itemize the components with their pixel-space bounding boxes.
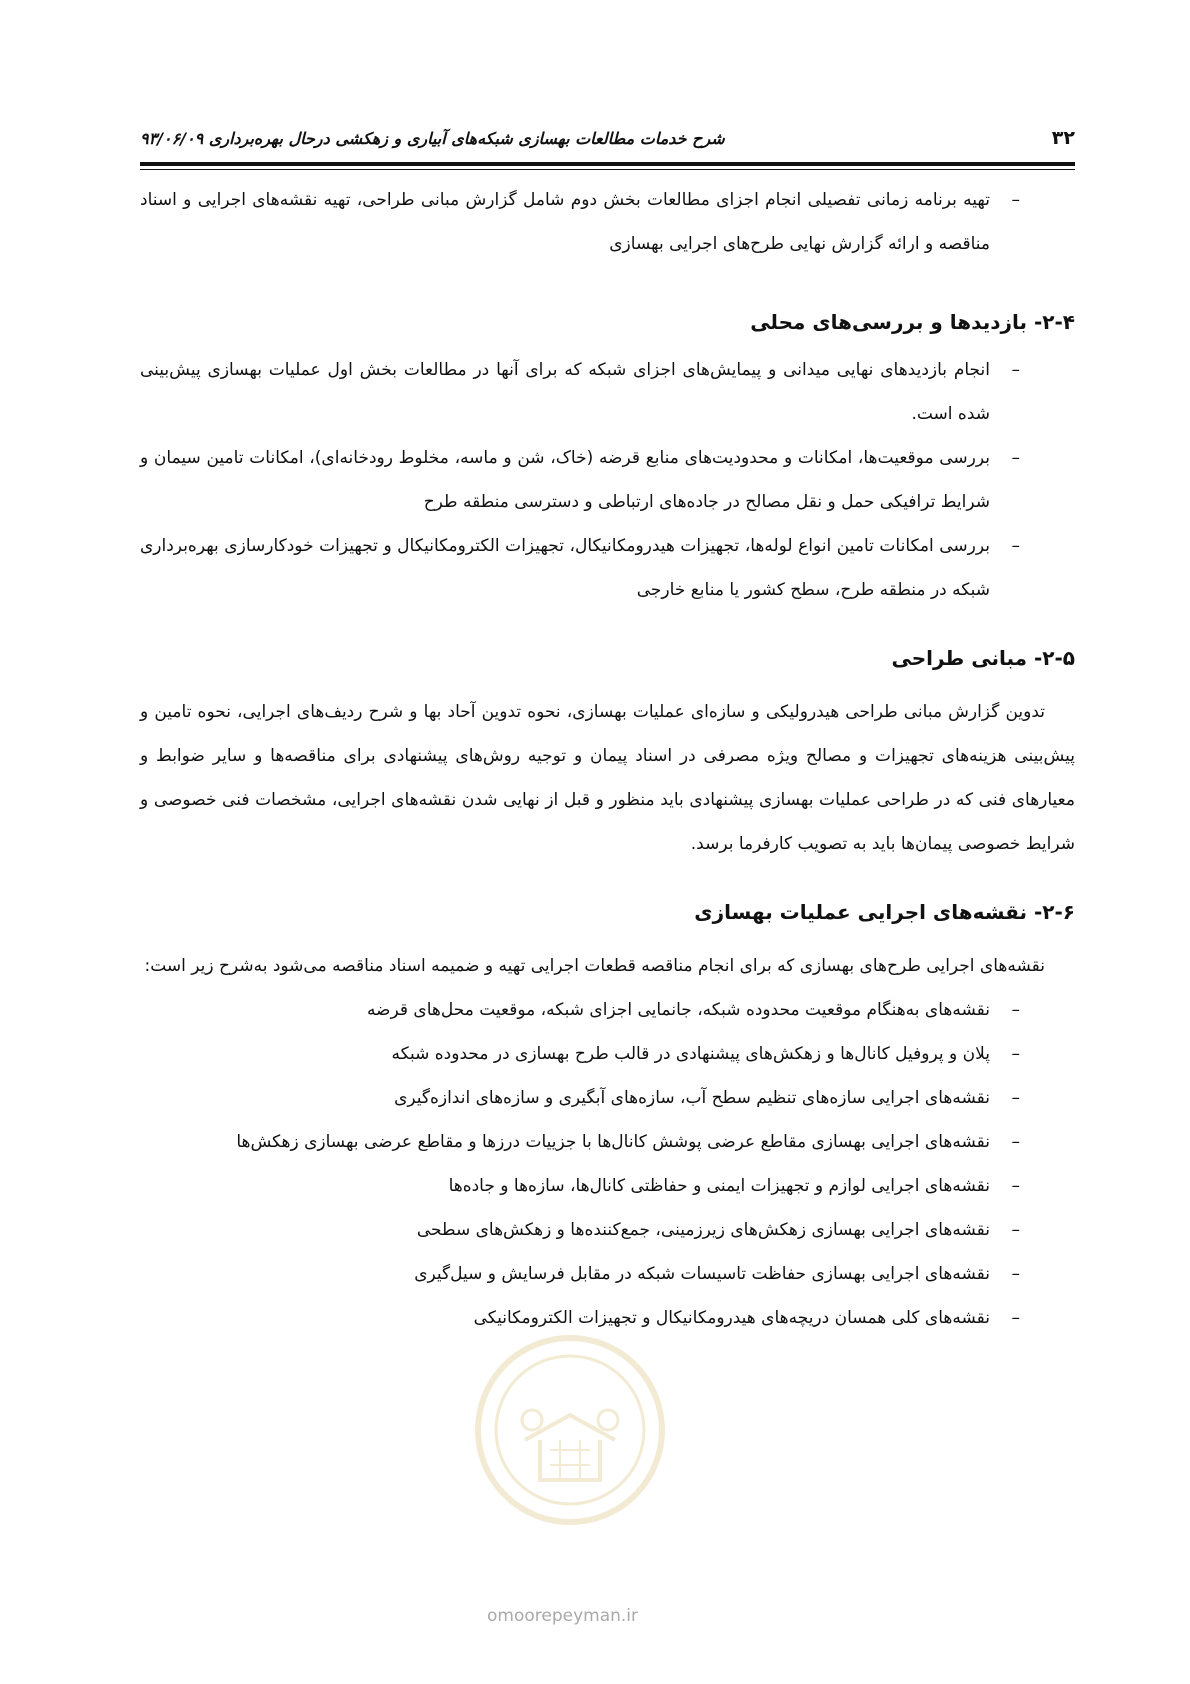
section-title-2-5: ۲-۵- مبانی طراحی [891,646,1075,670]
section-2-6-bullet-list [140,988,1075,1340]
section-2-4-bullet-list [140,348,1075,612]
bullet-dash: – [1011,536,1020,556]
section-2-5-paragraph: تدوین گزارش مبانی طراحی هیدرولیکی و سازه‌ای عملیات بهسازی، نحوه تدوین آحاد بها و شرح ردیف‌های اجرایی، نحوه تامین و پیش‌بینی هزینه‌های تجهیزات و مصالح ویژه مصرفی در اسناد پیمان و توجیه روش‌های پیشنهادی برای مناقصه‌ها و سایر ضوابط و معیارهای فنی که در طراحی عملیات بهسازی پیشنهادی باید منظور و قبل از نهایی شدن نقشه‌های اجرایی، مشخصات فنی خصوصی و شرایط خصوصی پیمان‌ها باید به تصویب کارفرما برسد. [140,702,1075,854]
section-2-6-intro: نقشه‌های اجرایی طرح‌های بهسازی که برای انجام مناقصه قطعات اجرایی تهیه و ضمیمه اسناد مناقصه می‌شود به‌شرح زیر است: [144,956,1045,976]
bullet-dash: – [1011,1044,1020,1064]
list-item: – نقشه‌های اجرایی بهسازی مقاطع عرضی پوشش کانال‌ها با جزییات درزها و مقاطع عرضی بهسازی زهکش‌ها [140,1120,1075,1164]
list-item: – پلان و پروفیل کانال‌ها و زهکش‌های پیشنهادی در قالب طرح بهسازی در محدوده شبکه [140,1032,1075,1076]
list-item: – نقشه‌های اجرایی بهسازی زهکش‌های زیرزمینی، جمع‌کننده‌ها و زهکش‌های سطحی [140,1208,1075,1252]
top-bullet-list [140,178,1075,266]
list-item: – نقشه‌های به‌هنگام موقعیت محدوده شبکه، جانمایی اجزای شبکه، موقعیت محل‌های قرضه [140,988,1075,1032]
list-item: – نقشه‌های اجرایی لوازم و تجهیزات ایمنی و حفاظتی کانال‌ها، سازه‌ها و جاده‌ها [140,1164,1075,1208]
list-item: – نقشه‌های کلی همسان دریچه‌های هیدرومکانیکال و تجهیزات الکترومکانیکی [140,1296,1075,1340]
bullet-dash: – [1011,1176,1020,1196]
section-title-2-6: ۲-۶- نقشه‌های اجرایی عملیات بهسازی [694,900,1075,924]
page-header [140,125,1075,161]
bullet-dash: – [1011,1000,1020,1020]
page-number: ۳۲ [1051,127,1075,149]
list-item: – نقشه‌های اجرایی بهسازی حفاظت تاسیسات شبکه در مقابل فرسایش و سیل‌گیری [140,1252,1075,1296]
bullet-dash: – [1011,448,1020,468]
bullet-dash: – [1011,1308,1020,1328]
bullet-dash: – [1011,1132,1020,1152]
list-item: – نقشه‌های اجرایی سازه‌های تنظیم سطح آب، سازه‌های آبگیری و سازه‌های اندازه‌گیری [140,1076,1075,1120]
header-title: شرح خدمات مطالعات بهسازی شبکه‌های آبیاری و زهکشی درحال بهره‌برداری ۹۳/۰۶/۰۹ [140,129,725,148]
page-content [140,178,1075,1340]
seal-watermark-icon [470,1320,670,1540]
bullet-dash: – [1011,1220,1020,1240]
bullet-dash: – [1011,360,1020,380]
section-title-2-4: ۲-۴- بازدیدها و بررسی‌های محلی [750,310,1075,334]
bullet-dash: – [1011,1088,1020,1108]
list-item: – انجام بازدیدهای نهایی میدانی و پیمایش‌های اجزای شبکه که برای آنها در مطالعات بخش اول عملیات بهسازی پیش‌بینی شده است. [140,348,1075,436]
bullet-dash: – [1011,1264,1020,1284]
watermark-url: omoorepeyman.ir [487,1606,639,1626]
header-rule-thin [140,169,1075,170]
header-rule-thick [140,162,1075,166]
list-item: – تهیه برنامه زمانی تفصیلی انجام اجزای مطالعات بخش دوم شامل گزارش مبانی طراحی، تهیه نقشه‌های اجرایی و اسناد مناقصه و ارائه گزارش نهایی طرح‌های اجرایی بهسازی [140,178,1075,266]
list-item: – بررسی امکانات تامین انواع لوله‌ها، تجهیزات هیدرومکانیکال، تجهیزات الکترومکانیکال و تجهیزات خودکارسازی بهره‌برداری شبکه در منطقه طرح، سطح کشور یا منابع خارجی [140,524,1075,612]
bullet-dash: – [1011,190,1020,210]
list-item: – بررسی موقعیت‌ها، امکانات و محدودیت‌های منابع قرضه (خاک، شن و ماسه، مخلوط رودخانه‌ای)، امکانات تامین سیمان و شرایط ترافیکی حمل و نقل مصالح در جاده‌های ارتباطی و دسترسی منطقه طرح [140,436,1075,524]
